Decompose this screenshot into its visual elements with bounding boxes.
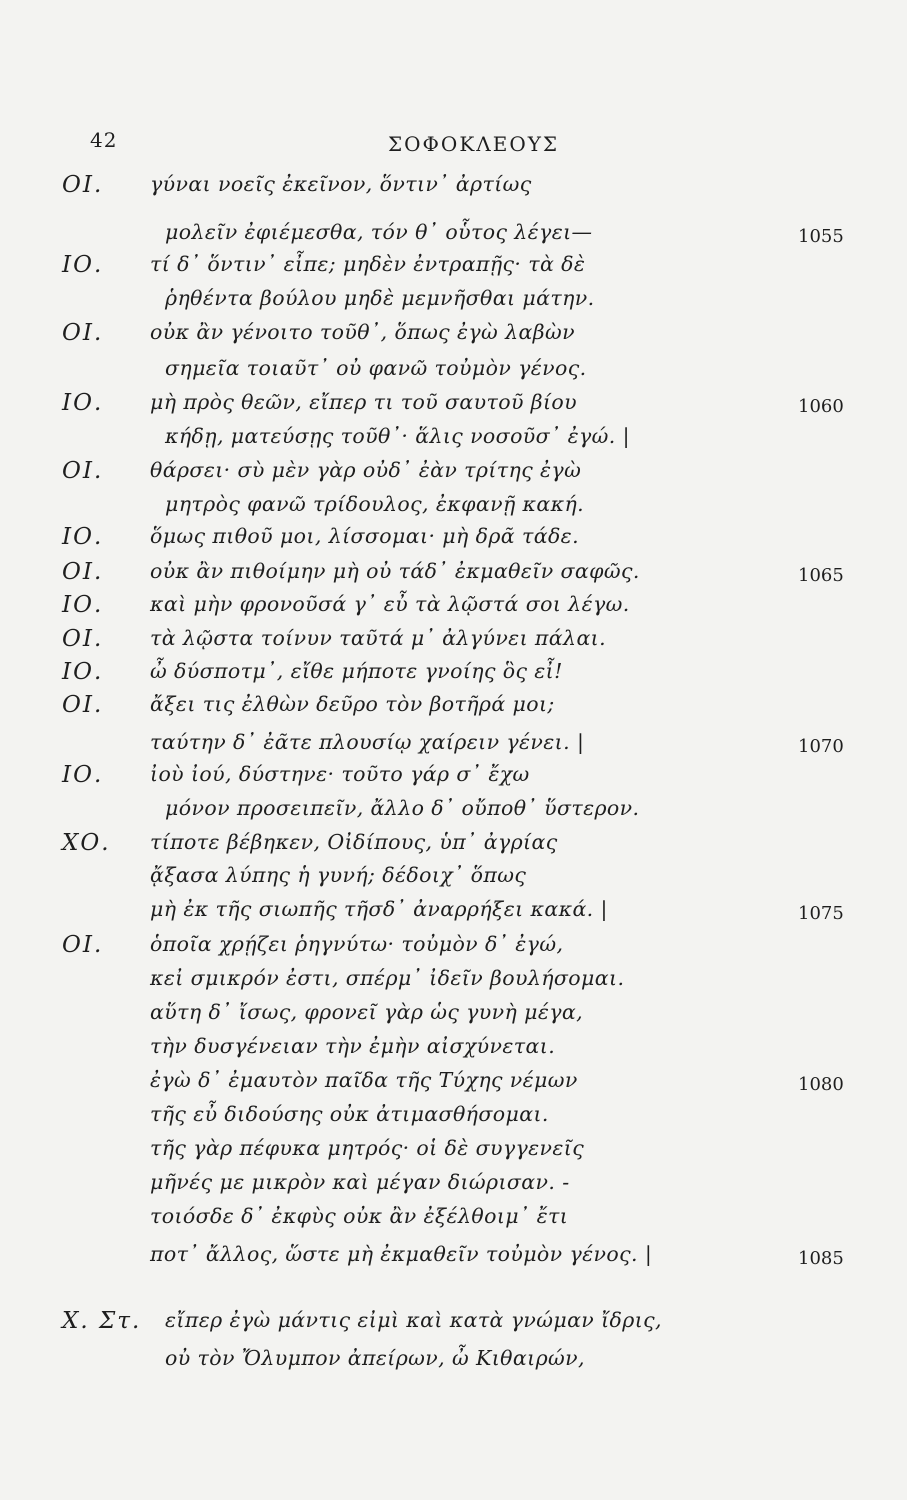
verse-text-line: μὴ ἐκ τῆς σιωπῆς τῆσδ᾽ ἀναρρήξει κακά. | bbox=[150, 897, 608, 921]
verse-text-line: τῆς γὰρ πέφυκα μητρός· οἱ δὲ συγγενεῖς bbox=[150, 1136, 585, 1160]
verse-text-line: ᾄξασα λύπης ἡ γυνή; δέδοιχ᾽ ὅπως bbox=[150, 863, 527, 887]
verse-text-line: καὶ μὴν φρονοῦσά γ᾽ εὖ τὰ λῷστά σοι λέγω. bbox=[150, 592, 630, 616]
verse-line bbox=[0, 524, 907, 564]
speaker-label: ΙΟ. bbox=[62, 390, 104, 416]
verse-text-line: μητρὸς φανῶ τρίδουλος, ἐκφανῇ κακή. bbox=[165, 492, 585, 516]
line-number: 1060 bbox=[798, 396, 844, 417]
verse-text-line: κεἰ σμικρόν ἐστι, σπέρμ᾽ ἰδεῖν βουλήσομαι. bbox=[150, 966, 625, 990]
speaker-label: ΙΟ. bbox=[62, 524, 104, 550]
verse-text-line: θάρσει· σὺ μὲν γὰρ οὐδ᾽ ἐὰν τρίτης ἐγὼ bbox=[150, 458, 582, 482]
verse-text-line: οὐκ ἂν γένοιτο τοῦθ᾽, ὅπως ἐγὼ λαβὼν bbox=[150, 320, 575, 344]
verse-line bbox=[0, 897, 907, 937]
line-number: 1085 bbox=[798, 1248, 844, 1269]
verse-text-line: ὦ δύσποτμ᾽, εἴθε μήποτε γνοίης ὃς εἶ! bbox=[150, 659, 563, 683]
verse-text-line: ταύτην δ᾽ ἐᾶτε πλουσίῳ χαίρειν γένει. | bbox=[150, 730, 585, 754]
speaker-label: ΟΙ. bbox=[62, 692, 104, 718]
verse-text-line: εἴπερ ἐγὼ μάντις εἰμὶ καὶ κατὰ γνώμαν ἴδρις, bbox=[165, 1308, 662, 1332]
verse-line bbox=[0, 172, 907, 212]
verse-text-line: κήδῃ, ματεύσῃς τοῦθ᾽· ἅλις νοσοῦσ᾽ ἐγώ. | bbox=[165, 424, 630, 448]
verse-text-line: τῆς εὖ διδούσης οὐκ ἀτιμασθήσομαι. bbox=[150, 1102, 549, 1126]
line-number: 1070 bbox=[798, 736, 844, 757]
verse-text-line: ὁποῖα χρῄζει ῥηγνύτω· τοὐμὸν δ᾽ ἐγώ, bbox=[150, 932, 564, 956]
verse-text-line: ὅμως πιθοῦ μοι, λίσσομαι· μὴ δρᾶ τάδε. bbox=[150, 524, 580, 548]
verse-text-line: τὰ λῷστα τοίνυν ταῦτά μ᾽ ἀλγύνει πάλαι. bbox=[150, 626, 607, 650]
verse-text-line: οὐκ ἂν πιθοίμην μὴ οὐ τάδ᾽ ἐκμαθεῖν σαφῶς. bbox=[150, 559, 640, 583]
speaker-label: ΙΟ. bbox=[62, 592, 104, 618]
verse-text-line: μόνον προσειπεῖν, ἄλλο δ᾽ οὔποθ᾽ ὕστερον. bbox=[165, 796, 640, 820]
verse-text-line: αὕτη δ᾽ ἴσως, φρονεῖ γὰρ ὡς γυνὴ μέγα, bbox=[150, 1000, 584, 1024]
verse-line bbox=[0, 1204, 907, 1244]
verse-text-line: τίποτε βέβηκεν, Οἰδίπους, ὑπ᾽ ἀγρίας bbox=[150, 830, 558, 854]
verse-text-line: μολεῖν ἐφιέμεσθα, τόν θ᾽ οὗτος λέγει— bbox=[165, 220, 593, 244]
speaker-label: ΙΟ. bbox=[62, 762, 104, 788]
verse-text-line: ἐγὼ δ᾽ ἐμαυτὸν παῖδα τῆς Τύχης νέμων bbox=[150, 1068, 578, 1092]
speaker-label: ΟΙ. bbox=[62, 172, 104, 198]
speaker-label: ΧΟ. bbox=[62, 830, 111, 856]
speaker-label: ΙΟ. bbox=[62, 659, 104, 685]
verse-line bbox=[0, 692, 907, 732]
verse-line bbox=[0, 1308, 907, 1348]
speaker-label: ΟΙ. bbox=[62, 458, 104, 484]
speaker-label: ΟΙ. bbox=[62, 320, 104, 346]
running-title: ΣΟΦΟΚΛΕΟΥΣ bbox=[388, 132, 560, 156]
verse-line bbox=[0, 320, 907, 360]
line-number: 1080 bbox=[798, 1074, 844, 1095]
line-number: 1055 bbox=[798, 226, 844, 247]
line-number: 1075 bbox=[798, 903, 844, 924]
verse-line bbox=[0, 1242, 907, 1282]
verse-text-line: οὐ τὸν Ὄλυμπον ἀπείρων, ὦ Κιθαιρών, bbox=[165, 1346, 585, 1370]
verse-text-line: τοιόσδε δ᾽ ἐκφὺς οὐκ ἂν ἐξέλθοιμ᾽ ἔτι bbox=[150, 1204, 569, 1228]
verse-text-line: ῥηθέντα βούλου μηδὲ μεμνῆσθαι μάτην. bbox=[165, 286, 595, 310]
verse-text-line: ἰοὺ ἰού, δύστηνε· τοῦτο γάρ σ᾽ ἔχω bbox=[150, 762, 530, 786]
speaker-label: ΟΙ. bbox=[62, 932, 104, 958]
verse-text-line: σημεῖα τοιαῦτ᾽ οὐ φανῶ τοὐμὸν γένος. bbox=[165, 356, 587, 380]
speaker-label: ΟΙ. bbox=[62, 626, 104, 652]
verse-text-line: τί δ᾽ ὅντιν᾽ εἶπε; μηδὲν ἐντραπῇς· τὰ δὲ bbox=[150, 252, 586, 276]
verse-text-line: τὴν δυσγένειαν τὴν ἐμὴν αἰσχύνεται. bbox=[150, 1034, 556, 1058]
verse-line bbox=[0, 1346, 907, 1386]
page-number: 42 bbox=[90, 128, 118, 152]
line-number: 1065 bbox=[798, 565, 844, 586]
verse-text-line: ἄξει τις ἐλθὼν δεῦρο τὸν βοτῆρά μοι; bbox=[150, 692, 555, 716]
speaker-label: ΟΙ. bbox=[62, 559, 104, 585]
verse-text-line: μὴ πρὸς θεῶν, εἴπερ τι τοῦ σαυτοῦ βίου bbox=[150, 390, 578, 414]
verse-text-line: γύναι νοεῖς ἐκεῖνον, ὅντιν᾽ ἀρτίως bbox=[150, 172, 532, 196]
verse-text-line: μῆνές με μικρὸν καὶ μέγαν διώρισαν. - bbox=[150, 1170, 570, 1194]
verse-text-line: ποτ᾽ ἄλλος, ὥστε μὴ ἐκμαθεῖν τοὐμὸν γένος. | bbox=[150, 1242, 653, 1266]
speaker-label: ΙΟ. bbox=[62, 252, 104, 278]
speaker-label: Χ. Στ. bbox=[62, 1308, 142, 1334]
